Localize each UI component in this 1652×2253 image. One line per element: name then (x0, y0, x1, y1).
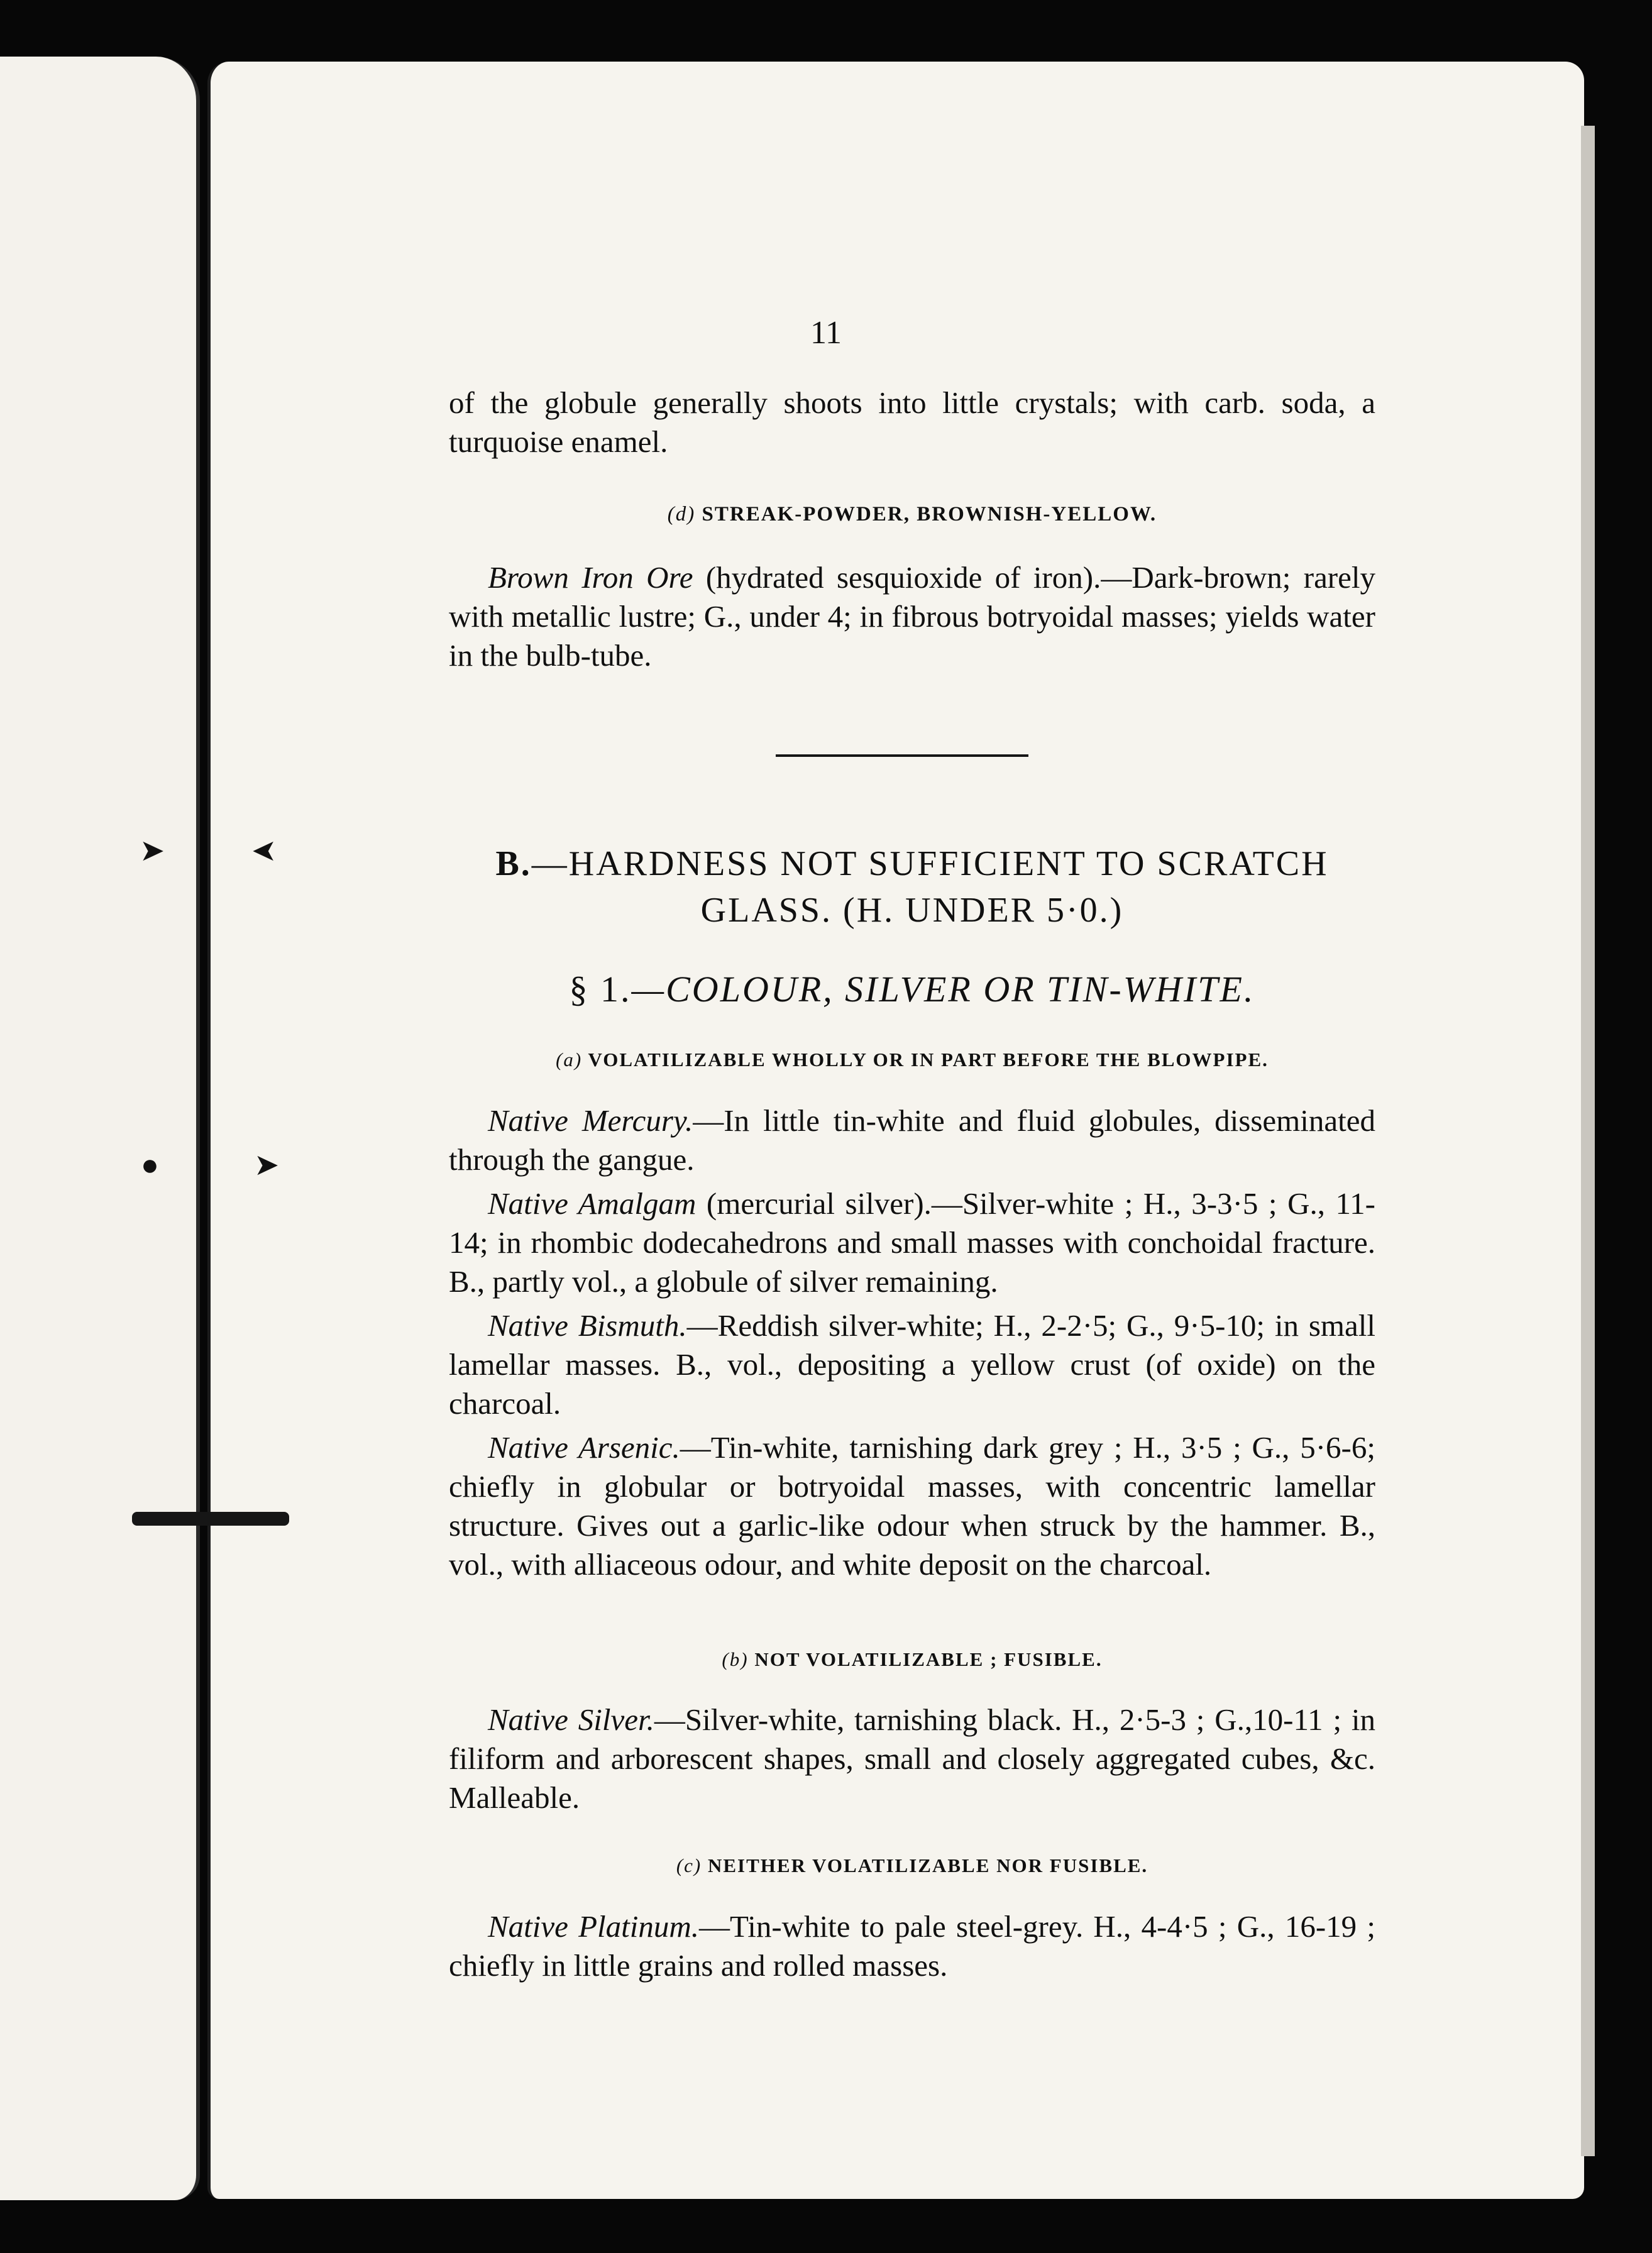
section-b-line1: —HARDNESS NOT SUFFICIENT TO SCRATCH (531, 844, 1329, 883)
section-1-number: § 1. (569, 969, 632, 1010)
entry-name: Native Silver. (488, 1702, 654, 1737)
entry-text: —Tin-white, tarnishing dark grey ; H., 3·5 ; G., 5·6-6; chiefly in globular or botryoidal masses, with concentric lamellar structure. Gives out a garlic-like odour when struck by the hammer. B., vol., with alliaceous odour, and white deposit on the charcoal. (449, 1430, 1375, 1582)
entry-text: —In little tin-white and fluid globules, disseminated through the gangue. (449, 1103, 1375, 1177)
entry-text: (mercurial silver).—Silver-white ; H., 3-3·5 ; G., 11-14; in rhombic dodecahedrons and small masses with conchoidal fracture. B., partly vol., a globule of silver remaining. (449, 1186, 1375, 1299)
brown-iron-ore-name: Brown Iron Ore (488, 560, 693, 595)
section-b-heading (449, 840, 1375, 934)
subsection-a (449, 1049, 1375, 1080)
section-b-line2: GLASS. (H. UNDER 5·0.) (700, 891, 1124, 930)
entry-name: Native Bismuth. (488, 1308, 687, 1343)
entry-text: —Silver-white, tarnishing black. H., 2·5-3 ; G.,10-11 ; in filiform and arborescent shapes, small and closely aggregated cubes, &c. Malleable. (449, 1702, 1375, 1815)
binding-mark-left-upper: ➤ (140, 834, 165, 868)
subsection-c-label: (c) (676, 1854, 702, 1876)
entry-text: —Reddish silver-white; H., 2-2·5; G., 9·5-10; in small lamellar masses. B., vol., depositing a yellow crust (of oxide) on the charcoal. (449, 1308, 1375, 1421)
binding-mark-right-upper: ➤ (251, 834, 277, 868)
section-divider-rule (776, 754, 1028, 757)
subsection-d-heading (449, 503, 1375, 526)
subsection-b (449, 1648, 1375, 1680)
subsection-c (449, 1854, 1375, 1886)
subsection-b-entries (449, 1700, 1375, 1817)
page-edge (1581, 126, 1595, 2156)
subsection-d-label: (d) (667, 503, 696, 526)
subsection-b-label: (b) (722, 1648, 749, 1670)
brown-iron-ore-entry (449, 558, 1375, 675)
entry-native-platinum (449, 1907, 1375, 1985)
binding-mark-right-middle: ➤ (254, 1149, 280, 1182)
entry-name: Native Amalgam (488, 1186, 697, 1221)
subsection-c-title: NEITHER VOLATILIZABLE NOR FUSIBLE. (707, 1854, 1148, 1876)
left-page-margin (0, 57, 200, 2200)
subsection-a-label: (a) (556, 1049, 583, 1071)
subsection-a-entries (449, 1101, 1375, 1584)
subsection-a-heading (449, 1049, 1375, 1071)
subsection-c-entries (449, 1907, 1375, 1985)
subsection-b-heading (449, 1648, 1375, 1671)
subsection-d-title: STREAK-POWDER, BROWNISH-YELLOW. (702, 503, 1157, 526)
entry-name: Native Mercury. (488, 1103, 693, 1138)
entry-native-mercury (449, 1101, 1375, 1179)
subsection-a-title: VOLATILIZABLE WHOLLY OR IN PART BEFORE THE BLOWPIPE. (588, 1049, 1269, 1071)
page-number: 11 (810, 315, 842, 351)
entry-native-arsenic (449, 1428, 1375, 1584)
entry-text: —Tin-white to pale steel-grey. H., 4-4·5 ; G., 16-19 ; chiefly in little grains and rolled masses. (449, 1909, 1375, 1983)
carryover-paragraph (449, 383, 1375, 461)
section-b-letter: B. (495, 844, 532, 883)
binding-mark-left-middle: ● (141, 1149, 159, 1182)
section-1-title: —COLOUR, SILVER OR TIN-WHITE. (631, 969, 1255, 1010)
brown-iron-ore-text: (hydrated sesquioxide of iron).—Dark-brown; rarely with metallic lustre; G., under 4; in fibrous botryoidal masses; yields water in the bulb-tube. (449, 560, 1375, 673)
entry-native-bismuth (449, 1306, 1375, 1423)
section-1-heading (449, 968, 1375, 1010)
subsection-c-heading (449, 1854, 1375, 1877)
entry-name: Native Platinum. (488, 1909, 700, 1944)
subsection-d (449, 503, 1375, 534)
carryover-text: of the globule generally shoots into little crystals; with carb. soda, a turquoise enamel. (449, 385, 1375, 459)
entry-native-amalgam (449, 1184, 1375, 1301)
entry-name: Native Arsenic. (488, 1430, 680, 1465)
entry-native-silver (449, 1700, 1375, 1817)
binding-stitch (132, 1512, 289, 1526)
subsection-b-title: NOT VOLATILIZABLE ; FUSIBLE. (754, 1648, 1103, 1670)
